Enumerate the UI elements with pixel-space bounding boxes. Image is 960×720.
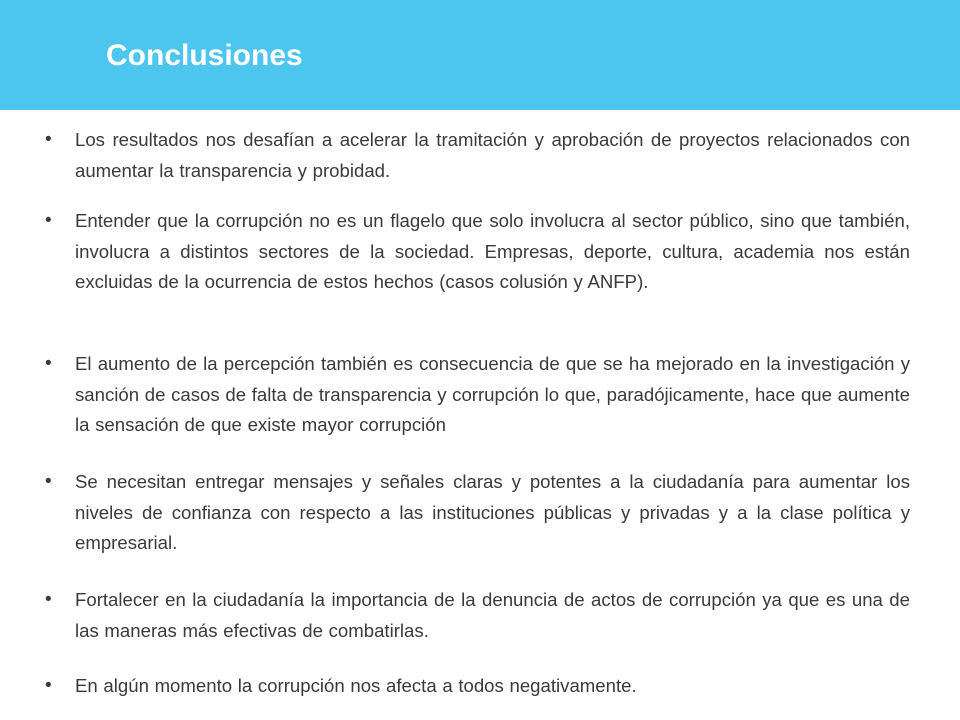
bullet-item (45, 671, 910, 702)
bullet-dot-icon: • (45, 589, 52, 610)
bullet-item (45, 467, 910, 559)
bullet-text: El aumento de la percepción también es consecuencia de que se ha mejorado en la investigación y sanción de casos de falta de transparencia y corrupción lo que, paradójicamente, hace que aumente la sensación de que existe mayor corrupción (75, 353, 910, 435)
bullet-item (45, 125, 910, 186)
bullet-text: En algún momento la corrupción nos afecta a todos negativamente. (75, 675, 637, 696)
bullet-item (45, 349, 910, 441)
bullet-dot-icon: • (45, 471, 52, 492)
bullet-dot-icon: • (45, 210, 52, 231)
header-bar (0, 0, 960, 110)
bullet-dot-icon: • (45, 675, 52, 696)
bullet-dot-icon: • (45, 129, 52, 150)
bullet-text: Se necesitan entregar mensajes y señales claras y potentes a la ciudadanía para aumentar los niveles de confianza con respecto a las instituciones públicas y privadas y a la clase política y empresarial. (75, 471, 910, 553)
bullet-text: Fortalecer en la ciudadanía la importancia de la denuncia de actos de corrupción ya que es una de las maneras más efectivas de combatirlas. (75, 589, 910, 641)
bullet-item (45, 585, 910, 646)
bullet-item (45, 206, 910, 298)
bullet-text: Los resultados nos desafían a acelerar la tramitación y aprobación de proyectos relacionados con aumentar la transparencia y probidad. (75, 129, 910, 181)
bullet-dot-icon: • (45, 353, 52, 374)
bullet-text: Entender que la corrupción no es un flagelo que solo involucra al sector público, sino que también, involucra a distintos sectores de la sociedad. Empresas, deporte, cultura, academia nos están excluidas de la ocurrencia de estos hechos (casos colusión y ANFP). (75, 210, 910, 292)
slide-title: Conclusiones (106, 39, 303, 72)
